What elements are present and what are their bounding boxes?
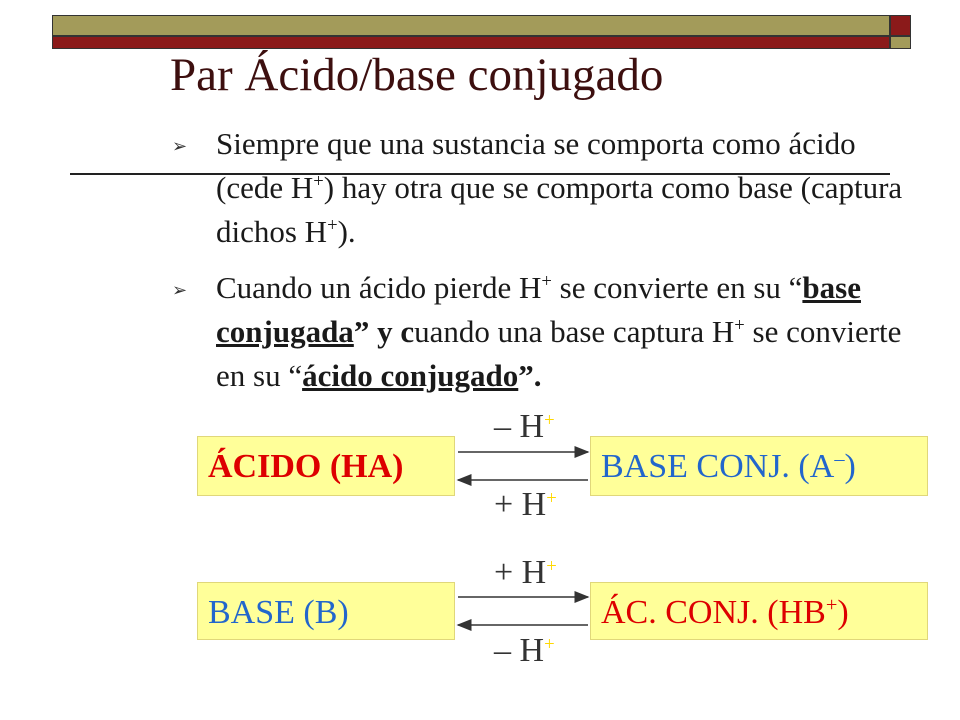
label-row2-top	[494, 554, 557, 592]
bullet-2-sup-a: +	[541, 270, 552, 292]
label-row1-top-text: – H	[494, 408, 545, 445]
bullet-2-sup-b: +	[734, 314, 745, 336]
box-acido-conjugado-sup: +	[825, 593, 838, 616]
box-base-conjugada	[590, 436, 928, 496]
bullet-2-text-f: ”.	[518, 358, 542, 393]
header-bar-olive	[52, 15, 890, 36]
label-row1-bottom	[494, 486, 557, 524]
label-row1-bottom-text: + H	[494, 486, 547, 523]
header-square-red	[890, 15, 911, 36]
chevron-right-icon: ➢	[172, 280, 188, 300]
label-row2-top-sup: +	[546, 555, 557, 577]
box-base-conjugada-sup: –	[834, 447, 845, 470]
bullet-1-text-a: Siempre que una sustancia se comporta como ácido (cede H	[216, 126, 856, 205]
bullet-2-text-c: ” y c	[353, 314, 415, 349]
bullet-1-sup-a: +	[313, 170, 324, 192]
box-acido-conjugado-end: )	[837, 594, 849, 631]
label-row2-top-text: + H	[494, 554, 547, 591]
box-base-b: BASE (B)	[197, 582, 455, 640]
bullet-2-text-a: Cuando un ácido pierde H	[216, 270, 542, 305]
box-acido-conjugado	[590, 582, 928, 640]
bullet-1	[216, 122, 916, 254]
label-row2-bottom	[494, 632, 555, 670]
label-row2-bottom-sup: +	[544, 633, 555, 655]
chevron-right-icon: ➢	[172, 136, 188, 156]
label-row2-bottom-text: – H	[494, 632, 545, 669]
bullet-2	[216, 266, 916, 398]
bullet-1-sup-b: +	[327, 214, 338, 236]
bullet-2-text-e: se convierte en su “	[216, 314, 902, 393]
bullet-1-text-c: ).	[337, 214, 356, 249]
bullet-1-text-b: ) hay otra que se comporta como base (captura dichos H	[216, 170, 903, 249]
term-base-conjugada: base conjugada	[216, 270, 861, 349]
label-row1-top-sup: +	[544, 409, 555, 431]
label-row1-bottom-sup: +	[546, 487, 557, 509]
box-base-conjugada-text: BASE CONJ. (A	[601, 448, 835, 485]
header-square-olive	[890, 36, 911, 49]
box-acido-ha: ÁCIDO (HA)	[197, 436, 455, 496]
slide-title: Par Ácido/base conjugado	[170, 49, 664, 101]
label-row1-top	[494, 408, 555, 446]
box-acido-conjugado-text: ÁC. CONJ. (HB	[601, 594, 826, 631]
bullet-2-text-d: uando una base captura H	[414, 314, 735, 349]
term-acido-conjugado: ácido conjugado	[302, 358, 519, 393]
box-base-conjugada-end: )	[844, 448, 856, 485]
bullet-2-text-b: se convierte en su “	[551, 270, 803, 305]
